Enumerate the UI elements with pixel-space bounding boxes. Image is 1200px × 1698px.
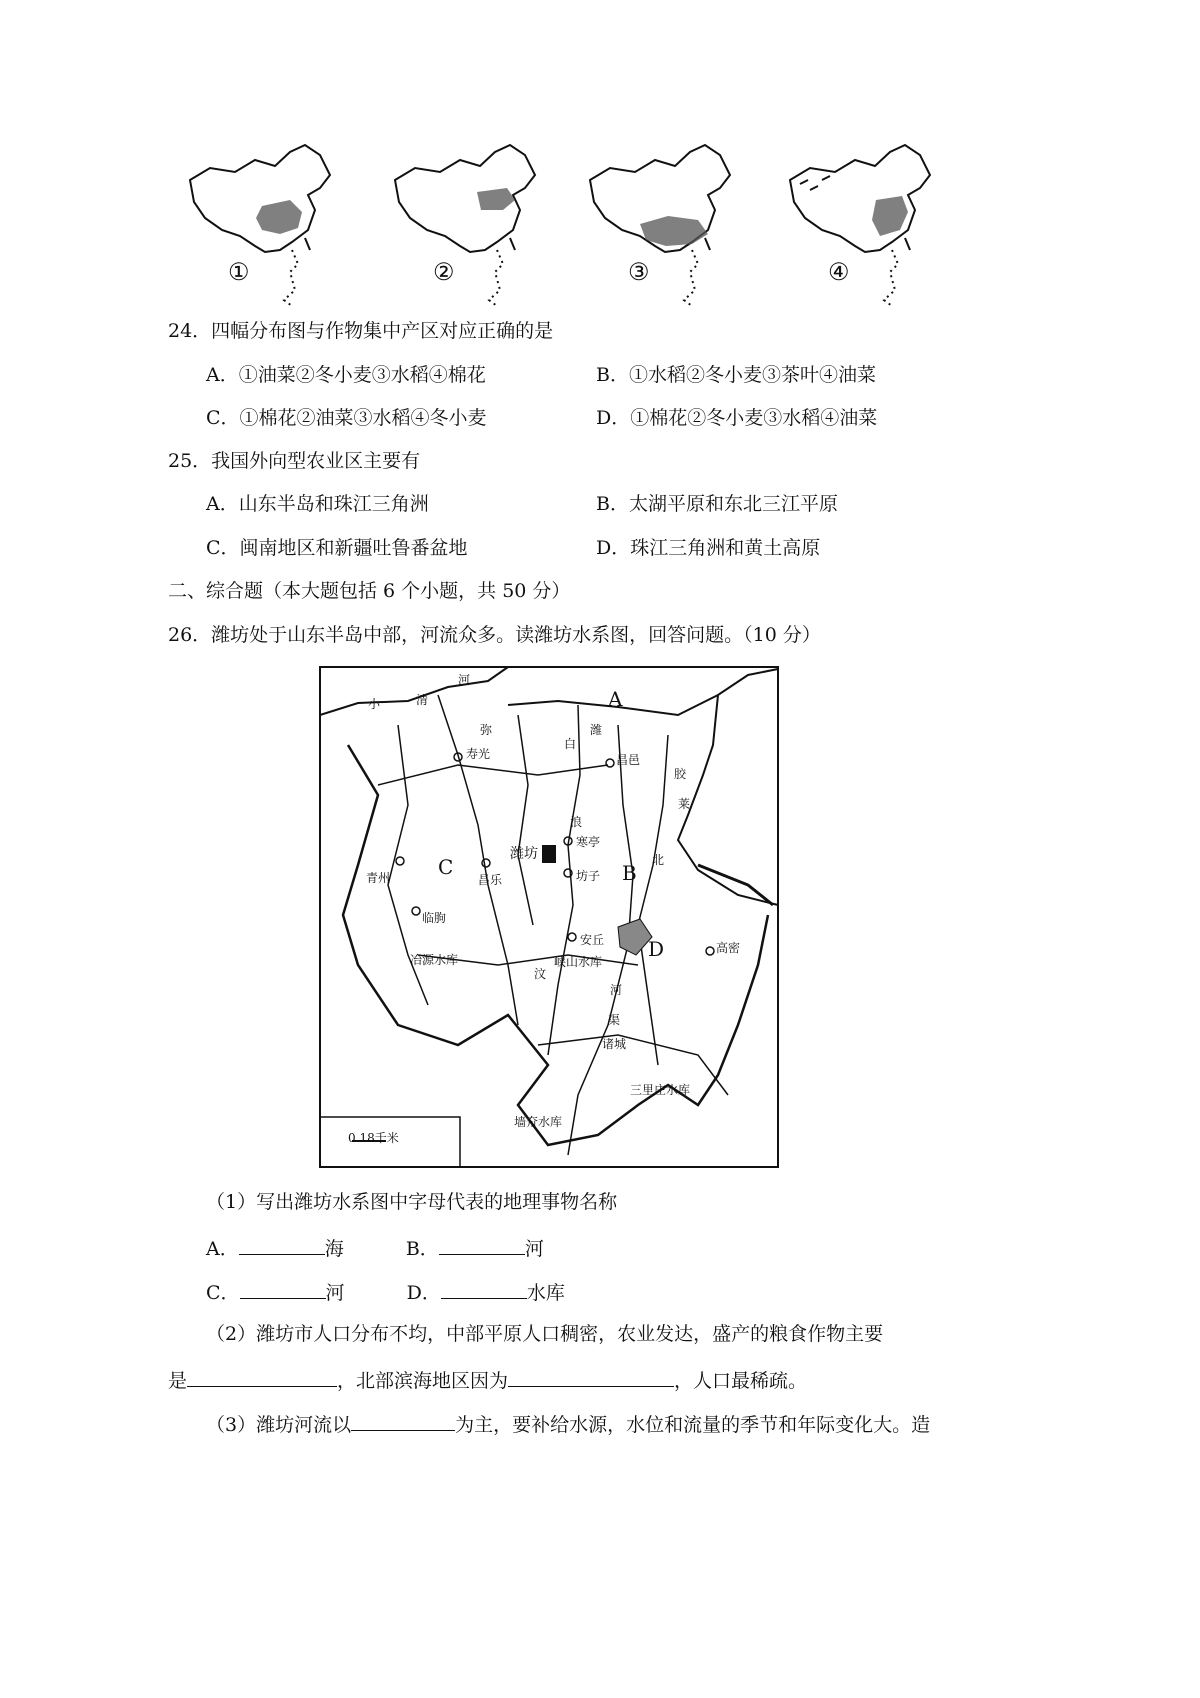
city-label: 寒亭 — [576, 835, 601, 849]
weifang-map-drawing — [318, 665, 780, 1170]
city-label: 寿光 — [466, 747, 491, 761]
river-label: 河 — [458, 673, 471, 687]
map-letter-d: D — [648, 937, 665, 961]
q24-option-c: C．①棉花②油菜③水稻④冬小麦 — [206, 407, 487, 429]
map-label-1: ① — [228, 258, 250, 286]
china-map-1 — [180, 140, 380, 310]
reservoir-label: 三里庄水库 — [630, 1083, 691, 1097]
q26-sub1-row1 — [206, 1234, 544, 1261]
china-map-2 — [385, 140, 585, 310]
city-label: 诸城 — [602, 1037, 627, 1051]
river-label: 弥 — [480, 723, 493, 737]
answer-c-prefix: C． — [206, 1282, 240, 1304]
supply-type-blank[interactable] — [351, 1410, 455, 1431]
q25-option-a: A．山东半岛和珠江三角洲 — [206, 493, 429, 515]
q24-option-d: D．①棉花②冬小麦③水稻④油菜 — [596, 407, 878, 429]
sub2-text-b: ，北部滨海地区因为 — [337, 1370, 509, 1392]
q26-sub2-line1: （2）潍坊市人口分布不均，中部平原人口稠密，农业发达，盛产的粮食作物主要 — [206, 1323, 884, 1345]
river-label: 胶 — [674, 767, 687, 781]
map-label-3: ③ — [628, 258, 650, 286]
city-label: 昌邑 — [616, 753, 641, 767]
map-letter-c: C — [438, 855, 454, 879]
section-heading: 二、综合题（本大题包括 6 个小题，共 50 分） — [168, 580, 571, 602]
answer-c-suffix: 河 — [325, 1282, 345, 1304]
city-label: 安丘 — [580, 933, 605, 947]
weifang-water-map — [318, 665, 780, 1170]
china-map-outline — [385, 140, 585, 310]
river-label: 河 — [610, 983, 623, 997]
grain-crop-blank[interactable] — [187, 1366, 337, 1387]
china-map-outline — [180, 140, 380, 310]
q25-option-c: C．闽南地区和新疆吐鲁番盆地 — [206, 537, 468, 559]
city-label: 临朐 — [422, 911, 447, 925]
city-label: 青州 — [366, 871, 391, 885]
q24-stem: 24．四幅分布图与作物集中产区对应正确的是 — [168, 320, 554, 342]
answer-d-prefix: D． — [406, 1282, 441, 1304]
river-label: 潍 — [590, 723, 603, 737]
china-map-outline — [580, 140, 780, 310]
reservoir-label: 冶源水库 — [410, 953, 459, 967]
china-map-3 — [580, 140, 780, 310]
answer-a-blank[interactable] — [239, 1234, 325, 1255]
river-label: 浪 — [570, 815, 583, 829]
answer-a-prefix: A． — [206, 1238, 239, 1260]
q25-option-b: B．太湖平原和东北三江平原 — [596, 493, 838, 515]
city-label: 坊子 — [576, 869, 601, 883]
city-label: 昌乐 — [478, 873, 503, 887]
reservoir-label: 墙夼水库 — [514, 1115, 563, 1129]
map-letter-b: B — [622, 861, 637, 885]
scale-label: 0 18千米 — [348, 1131, 399, 1145]
sub2-text-a: 是 — [168, 1370, 188, 1392]
map-letter-a: A — [608, 687, 623, 711]
river-label: 汶 — [534, 967, 547, 981]
river-label: 白 — [564, 737, 577, 751]
river-label: 小 — [368, 697, 381, 711]
city-label: 潍坊 — [510, 846, 538, 862]
reason-blank[interactable] — [508, 1366, 674, 1387]
china-map-outline — [780, 140, 980, 310]
river-label: 莱 — [678, 797, 691, 811]
q24-option-b: B．①水稻②冬小麦③茶叶④油菜 — [596, 364, 876, 386]
q25-stem: 25．我国外向型农业区主要有 — [168, 450, 421, 472]
answer-b-blank[interactable] — [439, 1234, 525, 1255]
sub3-text-a: （3）潍坊河流以 — [206, 1414, 352, 1436]
answer-d-blank[interactable] — [441, 1278, 527, 1299]
answer-a-suffix: 海 — [324, 1238, 344, 1260]
answer-d-suffix: 水库 — [526, 1282, 565, 1304]
map-label-4: ④ — [828, 258, 850, 286]
q26-sub2-line2 — [168, 1366, 807, 1393]
map-label-2: ② — [433, 258, 455, 286]
q26-sub1: （1）写出潍坊水系图中字母代表的地理事物名称 — [206, 1191, 618, 1213]
answer-b-suffix: 河 — [524, 1238, 544, 1260]
sub3-text-b: 为主，要补给水源，水位和流量的季节和年际变化大。造 — [455, 1414, 931, 1436]
answer-b-prefix: B． — [405, 1238, 439, 1260]
answer-c-blank[interactable] — [240, 1278, 326, 1299]
river-label: 渠 — [608, 1013, 621, 1027]
reservoir-label: 峡山水库 — [554, 955, 603, 969]
q26-sub3 — [206, 1410, 930, 1437]
china-map-4 — [780, 140, 980, 310]
river-label: 北 — [652, 853, 665, 867]
sub2-text-c: ，人口最稀疏。 — [674, 1370, 808, 1392]
q25-option-d: D．珠江三角洲和黄土高原 — [596, 537, 821, 559]
q24-option-a: A．①油菜②冬小麦③水稻④棉花 — [206, 364, 486, 386]
river-label: 清 — [416, 693, 429, 707]
q26-stem: 26．潍坊处于山东半岛中部，河流众多。读潍坊水系图，回答问题。（10 分） — [168, 624, 821, 646]
q26-sub1-row2 — [206, 1278, 565, 1305]
city-label: 高密 — [716, 941, 741, 955]
